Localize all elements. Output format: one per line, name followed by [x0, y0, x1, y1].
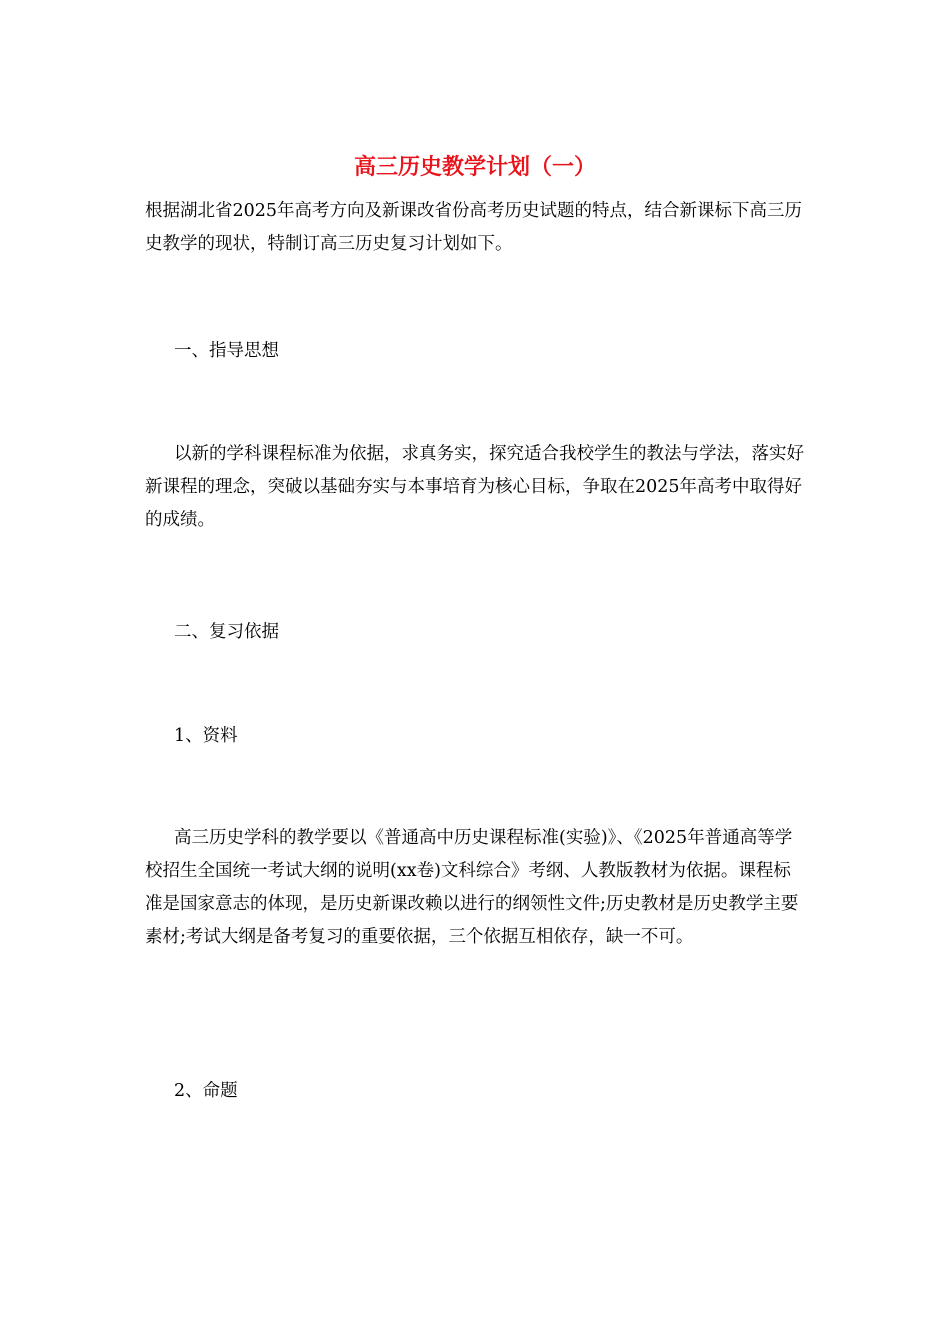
subsection-heading-materials: 1、资料 — [174, 726, 238, 746]
section-heading-guiding-ideology: 一、指导思想 — [174, 341, 279, 361]
document-title: 高三历史教学计划（一） — [353, 154, 596, 180]
section-paragraph-guiding-ideology: 以新的学科课程标准为依据，求真务实，探究适合我校学生的教法与学法，落实好新课程的理念，突破以基础夯实与本事培育为核心目标，争取在2025年高考中取得好的成绩。 — [145, 444, 804, 530]
section-heading-review-basis: 二、复习依据 — [174, 622, 279, 642]
intro-paragraph: 根据湖北省2025年高考方向及新课改省份高考历史试题的特点，结合新课标下高三历史教学的现状，特制订高三历史复习计划如下。 — [145, 201, 803, 254]
subsection-paragraph-materials: 高三历史学科的教学要以《普通高中历史课程标准(实验)》、《2025年普通高等学校招生全国统一考试大纲的说明(xx卷)文科综合》考纲、人教版教材为依据。课程标准是国家意志的体现，是历史新课改赖以进行的纲领性文件;历史教材是历史教学主要素材;考试大纲是备考复习的重要依据，三个依据互相依存，缺一不可。 — [145, 828, 799, 947]
subsection-heading-proposition: 2、命题 — [174, 1081, 238, 1101]
